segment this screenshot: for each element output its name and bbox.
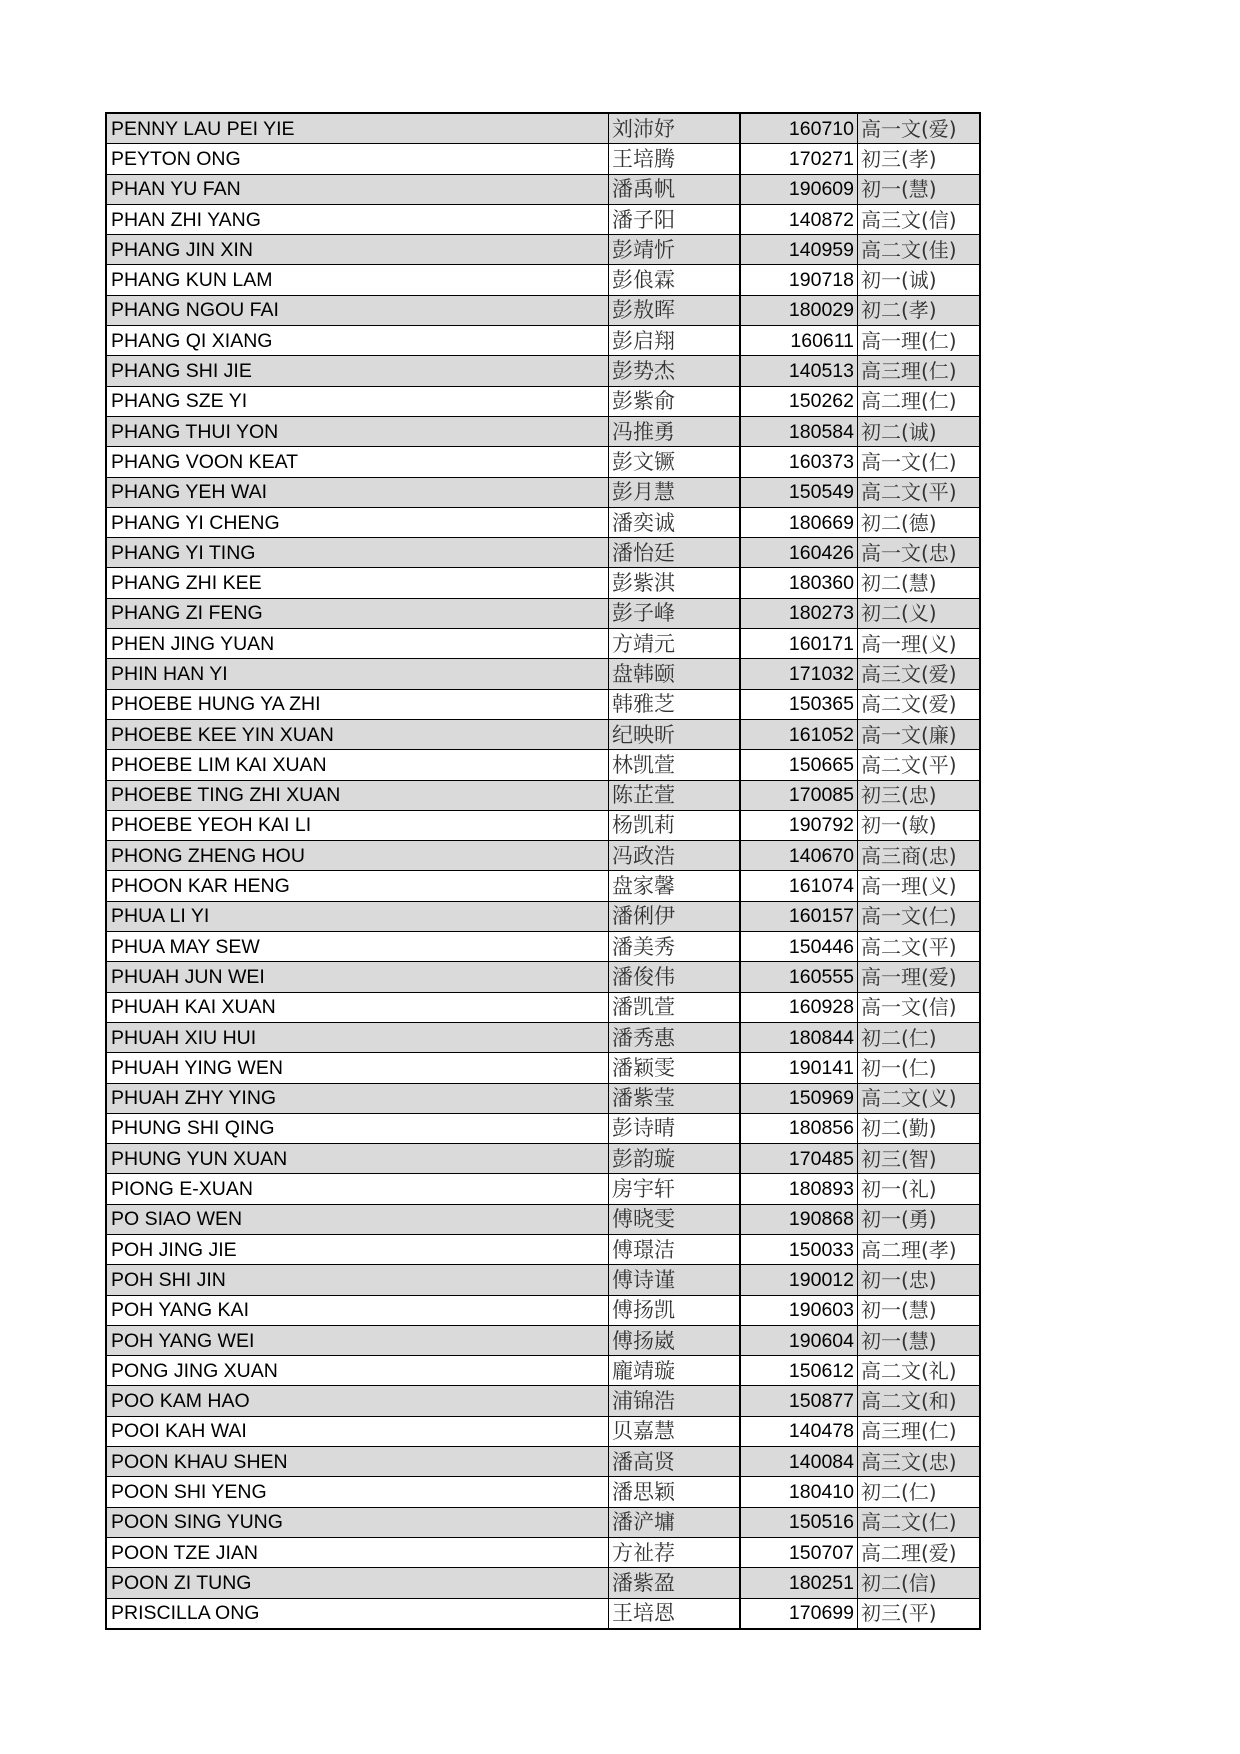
class-cell: 初二(仁) [858,1477,981,1507]
table-row [106,1416,980,1446]
english-name-cell: PHEN JING YUAN [106,629,609,659]
chinese-name-cell: 浦锦浩 [609,1386,741,1416]
class-cell: 高二理(孝) [858,1234,981,1264]
english-name-cell: POON ZI TUNG [106,1568,609,1598]
english-name-cell: PHUNG YUN XUAN [106,1144,609,1174]
chinese-name-cell: 彭韵璇 [609,1144,741,1174]
chinese-name-cell: 林凯萱 [609,750,741,780]
chinese-name-cell: 潘凯萱 [609,992,741,1022]
class-cell: 初一(勇) [858,1204,981,1234]
english-name-cell: POON KHAU SHEN [106,1447,609,1477]
class-cell: 高一理(仁) [858,326,981,356]
english-name-cell: PHANG YI CHENG [106,507,609,537]
student-id-cell: 170085 [740,780,858,810]
student-id-cell: 190604 [740,1325,858,1355]
english-name-cell: PHOEBE HUNG YA ZHI [106,689,609,719]
class-cell: 初一(慧) [858,174,981,204]
student-id-cell: 140959 [740,235,858,265]
class-cell: 初二(诚) [858,416,981,446]
chinese-name-cell: 彭紫俞 [609,386,741,416]
class-cell: 高三理(仁) [858,1416,981,1446]
chinese-name-cell: 潘高贤 [609,1447,741,1477]
class-cell: 高二文(义) [858,1083,981,1113]
table-row [106,386,980,416]
student-id-cell: 150707 [740,1537,858,1567]
chinese-name-cell: 潘禹帆 [609,174,741,204]
english-name-cell: PHANG QI XIANG [106,326,609,356]
chinese-name-cell: 潘紫莹 [609,1083,741,1113]
chinese-name-cell: 方靖元 [609,629,741,659]
chinese-name-cell: 贝嘉慧 [609,1416,741,1446]
student-id-cell: 190718 [740,265,858,295]
english-name-cell: POH JING JIE [106,1234,609,1264]
chinese-name-cell: 傅诗谨 [609,1265,741,1295]
class-cell: 初一(礼) [858,1174,981,1204]
english-name-cell: PHUA MAY SEW [106,932,609,962]
class-cell: 高一文(爱) [858,113,981,144]
table-row [106,659,980,689]
student-id-cell: 140478 [740,1416,858,1446]
class-cell: 初三(智) [858,1144,981,1174]
table-row [106,1356,980,1386]
class-cell: 高一文(仁) [858,447,981,477]
chinese-name-cell: 傅扬崴 [609,1325,741,1355]
chinese-name-cell: 潘美秀 [609,932,741,962]
chinese-name-cell: 潘秀惠 [609,1022,741,1052]
class-cell: 初一(敏) [858,810,981,840]
class-cell: 高二文(仁) [858,1507,981,1537]
chinese-name-cell: 彭紫淇 [609,568,741,598]
english-name-cell: PHUAH KAI XUAN [106,992,609,1022]
class-cell: 初一(忠) [858,1265,981,1295]
student-id-cell: 180410 [740,1477,858,1507]
english-name-cell: POON TZE JIAN [106,1537,609,1567]
english-name-cell: PEYTON ONG [106,144,609,174]
class-cell: 初二(义) [858,598,981,628]
english-name-cell: PHAN ZHI YANG [106,204,609,234]
english-name-cell: PHUAH XIU HUI [106,1022,609,1052]
table-row [106,1477,980,1507]
english-name-cell: PRISCILLA ONG [106,1598,609,1629]
table-row [106,507,980,537]
student-id-cell: 180360 [740,568,858,598]
table-row [106,356,980,386]
student-id-cell: 161052 [740,719,858,749]
class-cell: 高二文(佳) [858,235,981,265]
student-id-cell: 190012 [740,1265,858,1295]
table-row [106,538,980,568]
english-name-cell: PHANG KUN LAM [106,265,609,295]
english-name-cell: POON SHI YENG [106,1477,609,1507]
table-row [106,1022,980,1052]
chinese-name-cell: 彭靖忻 [609,235,741,265]
english-name-cell: POH YANG WEI [106,1325,609,1355]
class-cell: 高一文(忠) [858,538,981,568]
class-cell: 初一(仁) [858,1053,981,1083]
student-id-cell: 150446 [740,932,858,962]
english-name-cell: PHONG ZHENG HOU [106,841,609,871]
table-row [106,689,980,719]
table-row [106,1053,980,1083]
class-cell: 初三(平) [858,1598,981,1629]
chinese-name-cell: 房宇轩 [609,1174,741,1204]
table-row [106,477,980,507]
chinese-name-cell: 彭启翔 [609,326,741,356]
class-cell: 高三理(仁) [858,356,981,386]
student-id-cell: 180844 [740,1022,858,1052]
chinese-name-cell: 彭敖晖 [609,295,741,325]
class-cell: 高一理(义) [858,871,981,901]
table-row [106,1537,980,1567]
class-cell: 初一(慧) [858,1325,981,1355]
english-name-cell: PHANG VOON KEAT [106,447,609,477]
class-cell: 高三文(爱) [858,659,981,689]
english-name-cell: POON SING YUNG [106,1507,609,1537]
chinese-name-cell: 王培腾 [609,144,741,174]
table-row [106,1113,980,1143]
english-name-cell: PO SIAO WEN [106,1204,609,1234]
class-cell: 初二(勤) [858,1113,981,1143]
english-name-cell: PHIN HAN YI [106,659,609,689]
table-row [106,1325,980,1355]
table-row [106,265,980,295]
chinese-name-cell: 潘怡廷 [609,538,741,568]
table-row [106,901,980,931]
table-row [106,1204,980,1234]
chinese-name-cell: 潘紫盈 [609,1568,741,1598]
chinese-name-cell: 方祉荐 [609,1537,741,1567]
chinese-name-cell: 彭势杰 [609,356,741,386]
class-cell: 高一文(仁) [858,901,981,931]
student-id-cell: 170699 [740,1598,858,1629]
table-row [106,1568,980,1598]
class-cell: 高一理(爱) [858,962,981,992]
table-row [106,598,980,628]
english-name-cell: PHOEBE KEE YIN XUAN [106,719,609,749]
class-cell: 初二(孝) [858,295,981,325]
roster-body [106,113,980,1629]
chinese-name-cell: 潘奕诚 [609,507,741,537]
class-cell: 高二理(仁) [858,386,981,416]
english-name-cell: PENNY LAU PEI YIE [106,113,609,144]
student-id-cell: 150365 [740,689,858,719]
table-row [106,750,980,780]
class-cell: 初一(慧) [858,1295,981,1325]
student-id-cell: 180251 [740,1568,858,1598]
table-row [106,174,980,204]
chinese-name-cell: 冯政浩 [609,841,741,871]
table-row [106,235,980,265]
english-name-cell: PHUAH ZHY YING [106,1083,609,1113]
english-name-cell: POOI KAH WAI [106,1416,609,1446]
class-cell: 初二(仁) [858,1022,981,1052]
table-row [106,447,980,477]
english-name-cell: PHANG THUI YON [106,416,609,446]
student-id-cell: 150665 [740,750,858,780]
student-id-cell: 190609 [740,174,858,204]
table-row [106,780,980,810]
class-cell: 初一(诚) [858,265,981,295]
table-row [106,1598,980,1629]
english-name-cell: PHANG ZHI KEE [106,568,609,598]
table-row [106,1507,980,1537]
english-name-cell: PHOEBE YEOH KAI LI [106,810,609,840]
class-cell: 高一理(义) [858,629,981,659]
english-name-cell: PHANG YI TING [106,538,609,568]
student-id-cell: 180669 [740,507,858,537]
chinese-name-cell: 盘韩颐 [609,659,741,689]
table-row [106,841,980,871]
table-row [106,204,980,234]
table-row [106,871,980,901]
chinese-name-cell: 盘家馨 [609,871,741,901]
class-cell: 高三文(忠) [858,1447,981,1477]
student-id-cell: 160611 [740,326,858,356]
chinese-name-cell: 傅扬凯 [609,1295,741,1325]
student-id-cell: 150969 [740,1083,858,1113]
student-id-cell: 160157 [740,901,858,931]
english-name-cell: PHUAH YING WEN [106,1053,609,1083]
table-row [106,1234,980,1264]
student-id-cell: 161074 [740,871,858,901]
english-name-cell: POH SHI JIN [106,1265,609,1295]
table-row [106,1144,980,1174]
student-id-cell: 180856 [740,1113,858,1143]
class-cell: 高二文(平) [858,932,981,962]
chinese-name-cell: 潘颖雯 [609,1053,741,1083]
chinese-name-cell: 杨凯莉 [609,810,741,840]
student-id-cell: 160171 [740,629,858,659]
table-row [106,295,980,325]
student-id-cell: 140872 [740,204,858,234]
class-cell: 高一文(廉) [858,719,981,749]
table-row [106,1083,980,1113]
table-row [106,568,980,598]
student-id-cell: 150877 [740,1386,858,1416]
table-row [106,144,980,174]
english-name-cell: PHUA LI YI [106,901,609,931]
student-id-cell: 170485 [740,1144,858,1174]
student-id-cell: 180584 [740,416,858,446]
student-id-cell: 170271 [740,144,858,174]
class-cell: 初三(孝) [858,144,981,174]
table-row [106,1295,980,1325]
chinese-name-cell: 韩雅芝 [609,689,741,719]
student-roster-table [105,112,981,1630]
class-cell: 初三(忠) [858,780,981,810]
class-cell: 高二文(爱) [858,689,981,719]
chinese-name-cell: 彭俍霖 [609,265,741,295]
table-row [106,416,980,446]
student-id-cell: 180893 [740,1174,858,1204]
student-id-cell: 160426 [740,538,858,568]
chinese-name-cell: 彭文镢 [609,447,741,477]
chinese-name-cell: 陈芷萱 [609,780,741,810]
student-id-cell: 190868 [740,1204,858,1234]
class-cell: 初二(德) [858,507,981,537]
chinese-name-cell: 傅晓雯 [609,1204,741,1234]
table-row [106,1386,980,1416]
chinese-name-cell: 傅璟洁 [609,1234,741,1264]
english-name-cell: PHUNG SHI QING [106,1113,609,1143]
table-row [106,629,980,659]
chinese-name-cell: 龐靖璇 [609,1356,741,1386]
english-name-cell: PHOEBE LIM KAI XUAN [106,750,609,780]
class-cell: 高三文(信) [858,204,981,234]
english-name-cell: PHANG SZE YI [106,386,609,416]
table-row [106,113,980,144]
chinese-name-cell: 彭诗晴 [609,1113,741,1143]
class-cell: 高二文(礼) [858,1356,981,1386]
chinese-name-cell: 纪映昕 [609,719,741,749]
student-id-cell: 180029 [740,295,858,325]
student-id-cell: 160373 [740,447,858,477]
table-row [106,326,980,356]
english-name-cell: POH YANG KAI [106,1295,609,1325]
english-name-cell: PHUAH JUN WEI [106,962,609,992]
class-cell: 初二(慧) [858,568,981,598]
table-row [106,992,980,1022]
student-id-cell: 150612 [740,1356,858,1386]
english-name-cell: PHANG NGOU FAI [106,295,609,325]
student-id-cell: 150516 [740,1507,858,1537]
student-id-cell: 150549 [740,477,858,507]
student-id-cell: 190141 [740,1053,858,1083]
table-row [106,719,980,749]
student-id-cell: 180273 [740,598,858,628]
chinese-name-cell: 潘浐墉 [609,1507,741,1537]
class-cell: 初二(信) [858,1568,981,1598]
table-row [106,1447,980,1477]
english-name-cell: PONG JING XUAN [106,1356,609,1386]
chinese-name-cell: 潘思颖 [609,1477,741,1507]
student-id-cell: 190792 [740,810,858,840]
chinese-name-cell: 潘子阳 [609,204,741,234]
class-cell: 高二文(和) [858,1386,981,1416]
student-id-cell: 150262 [740,386,858,416]
english-name-cell: POO KAM HAO [106,1386,609,1416]
table-row [106,932,980,962]
english-name-cell: PHOON KAR HENG [106,871,609,901]
table-row [106,810,980,840]
table-row [106,1174,980,1204]
class-cell: 高一文(信) [858,992,981,1022]
student-id-cell: 140084 [740,1447,858,1477]
student-id-cell: 171032 [740,659,858,689]
student-id-cell: 150033 [740,1234,858,1264]
chinese-name-cell: 潘俊伟 [609,962,741,992]
student-id-cell: 160555 [740,962,858,992]
class-cell: 高二文(平) [858,477,981,507]
chinese-name-cell: 潘俐伊 [609,901,741,931]
english-name-cell: PHANG ZI FENG [106,598,609,628]
student-id-cell: 160928 [740,992,858,1022]
english-name-cell: PHANG JIN XIN [106,235,609,265]
chinese-name-cell: 王培恩 [609,1598,741,1629]
chinese-name-cell: 彭子峰 [609,598,741,628]
english-name-cell: PHAN YU FAN [106,174,609,204]
english-name-cell: PHOEBE TING ZHI XUAN [106,780,609,810]
student-id-cell: 160710 [740,113,858,144]
class-cell: 高二理(爱) [858,1537,981,1567]
class-cell: 高三商(忠) [858,841,981,871]
chinese-name-cell: 彭月慧 [609,477,741,507]
student-id-cell: 190603 [740,1295,858,1325]
student-id-cell: 140670 [740,841,858,871]
english-name-cell: PHANG YEH WAI [106,477,609,507]
class-cell: 高二文(平) [858,750,981,780]
student-id-cell: 140513 [740,356,858,386]
chinese-name-cell: 刘沛妤 [609,113,741,144]
english-name-cell: PHANG SHI JIE [106,356,609,386]
english-name-cell: PIONG E-XUAN [106,1174,609,1204]
table-row [106,962,980,992]
table-row [106,1265,980,1295]
chinese-name-cell: 冯推勇 [609,416,741,446]
